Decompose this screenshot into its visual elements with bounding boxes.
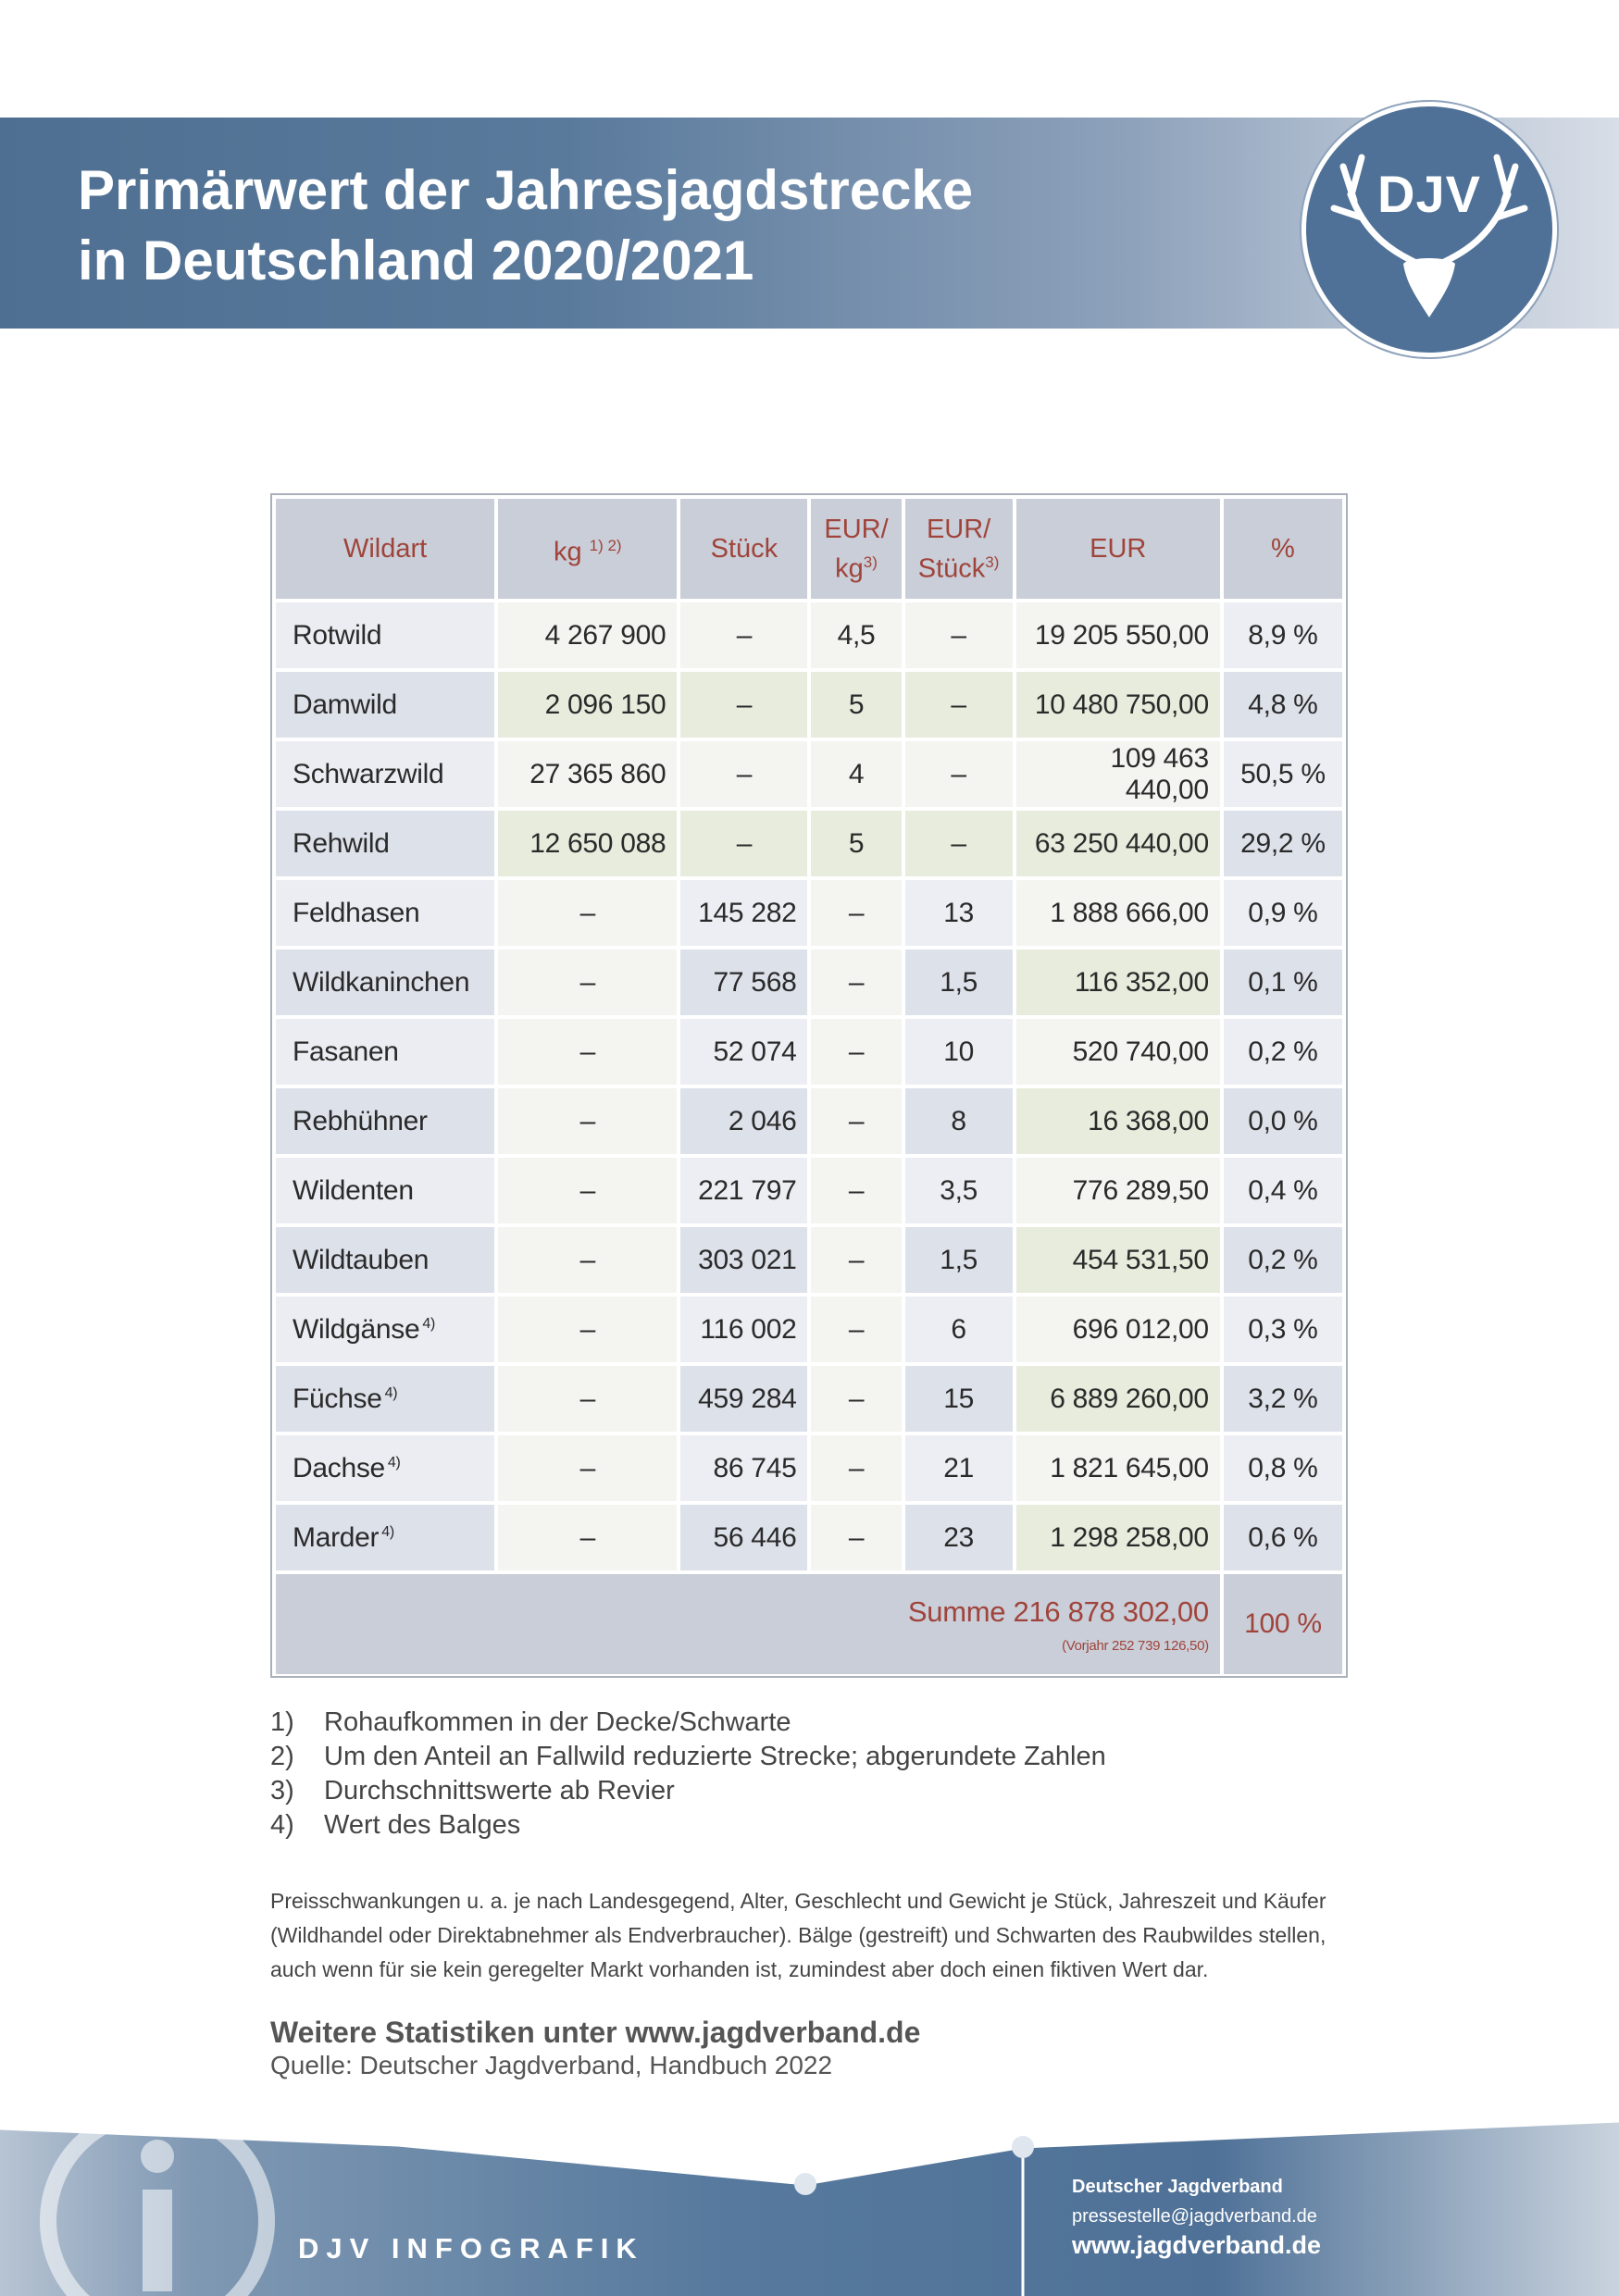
cell-kg: – <box>498 1088 677 1154</box>
cell-pct: 0,3 % <box>1224 1297 1342 1362</box>
cell-eur: 776 289,50 <box>1016 1158 1220 1223</box>
footnote: 4) Wert des Balges <box>270 1810 521 1840</box>
cell-eur-stueck: – <box>905 811 1013 876</box>
table-row <box>276 672 1342 738</box>
cell-wildart: Wildgänse $^{4)}$ <box>276 1297 494 1362</box>
cell-eur-stueck: 23 <box>905 1505 1013 1570</box>
cell-eur-kg: 5 <box>811 672 901 738</box>
cell-eur-kg: – <box>811 1435 901 1501</box>
cell-wildart: Rehwild <box>276 811 494 876</box>
cell-eur-stueck: 8 <box>905 1088 1013 1154</box>
djv-logo <box>1301 102 1557 357</box>
sum-row <box>276 1574 1342 1674</box>
cell-eur-kg: 4,5 <box>811 602 901 668</box>
cell-eur-kg: – <box>811 1297 901 1362</box>
footnotes <box>270 1706 1381 1843</box>
source-line: Quelle: Deutscher Jagdverband, Handbuch 2022 <box>270 2051 833 2079</box>
cell-eur-kg: – <box>811 1505 901 1570</box>
cell-stueck: 52 074 <box>680 1019 807 1085</box>
footnote: 3) Durchschnittswerte ab Revier <box>270 1776 675 1806</box>
title-line-2: in Deutschland 2020/2021 <box>78 230 754 292</box>
col-header-eur-kg: EUR/ $kg^{3)}$ <box>811 499 901 599</box>
price-note <box>270 1884 1353 1987</box>
cell-pct: 0,2 % <box>1224 1227 1342 1293</box>
sum-previous-year: (Vorjahr 252 739 126,50) <box>1062 1637 1209 1654</box>
cell-eur: 116 352,00 <box>1016 949 1220 1015</box>
cell-stueck: 86 745 <box>680 1435 807 1501</box>
cell-wildart: Dachse $^{4)}$ <box>276 1435 494 1501</box>
cell-wildart: Wildtauben <box>276 1227 494 1293</box>
cell-stueck: 77 568 <box>680 949 807 1015</box>
cell-kg: – <box>498 1227 677 1293</box>
cell-wildart: Damwild <box>276 672 494 738</box>
cell-wildart: Wildkaninchen <box>276 949 494 1015</box>
cell-eur-stueck: – <box>905 741 1013 807</box>
table-row <box>276 1505 1342 1570</box>
price-note-line: (Wildhandel oder Direktabnehmer als Endverbraucher). Bälge (gestreift) und Schwarten des Raubwildes stellen, <box>270 1923 1326 1947</box>
cell-kg: – <box>498 1435 677 1501</box>
table-row <box>276 1019 1342 1085</box>
cell-stueck: 116 002 <box>680 1297 807 1362</box>
cell-kg: – <box>498 1019 677 1085</box>
cell-pct: 0,9 % <box>1224 880 1342 946</box>
cell-stueck: – <box>680 602 807 668</box>
price-note-line: auch wenn für sie kein geregelter Markt vorhanden ist, zumindest aber doch einen fiktiven Wert dar. <box>270 1957 1209 1981</box>
title-line-1: Primärwert der Jahresjagdstrecke <box>78 159 974 221</box>
cell-kg: 2 096 150 <box>498 672 677 738</box>
cell-eur: 10 480 750,00 <box>1016 672 1220 738</box>
table-header-row <box>276 499 1342 599</box>
cell-wildart: Rebhühner <box>276 1088 494 1154</box>
cell-eur-stueck: – <box>905 672 1013 738</box>
cell-kg: 27 365 860 <box>498 741 677 807</box>
cell-eur: 6 889 260,00 <box>1016 1366 1220 1432</box>
footnote: 1) Rohaufkommen in der Decke/Schwarte <box>270 1707 791 1737</box>
cell-eur-kg: – <box>811 1227 901 1293</box>
logo-text: DJV <box>1377 165 1481 223</box>
col-header-pct: % <box>1224 499 1342 599</box>
footer-label: DJV INFOGRAFIK <box>298 2232 644 2265</box>
cell-kg: – <box>498 1505 677 1570</box>
table-row <box>276 741 1342 807</box>
cell-pct: 29,2 % <box>1224 811 1342 876</box>
col-header-stueck: Stück <box>680 499 807 599</box>
cell-pct: 0,4 % <box>1224 1158 1342 1223</box>
sum-percent: 100 % <box>1224 1574 1342 1674</box>
cell-eur-stueck: 6 <box>905 1297 1013 1362</box>
cell-kg: 12 650 088 <box>498 811 677 876</box>
col-header-eur: EUR <box>1016 499 1220 599</box>
contact-block <box>1072 2177 1321 2260</box>
cell-pct: 4,8 % <box>1224 672 1342 738</box>
cell-pct: 50,5 % <box>1224 741 1342 807</box>
cell-kg: – <box>498 1297 677 1362</box>
cell-kg: – <box>498 1158 677 1223</box>
price-note-line: Preisschwankungen u. a. je nach Landesgegend, Alter, Geschlecht und Gewicht je Stück, Jahreszeit und Käufer <box>270 1889 1326 1913</box>
cell-eur-stueck: 1,5 <box>905 1227 1013 1293</box>
table-row <box>276 811 1342 876</box>
cell-kg: – <box>498 949 677 1015</box>
value-table <box>270 493 1348 1678</box>
cell-wildart: Schwarzwild <box>276 741 494 807</box>
col-header-wildart: Wildart <box>276 499 494 599</box>
cell-pct: 8,9 % <box>1224 602 1342 668</box>
cell-eur: 19 205 550,00 <box>1016 602 1220 668</box>
cell-eur-stueck: 3,5 <box>905 1158 1013 1223</box>
cell-kg: 4 267 900 <box>498 602 677 668</box>
sum-total: Summe 216 878 302,00 <box>907 1595 1209 1628</box>
cell-eur-kg: – <box>811 1158 901 1223</box>
cell-wildart: Feldhasen <box>276 880 494 946</box>
cell-stueck: 303 021 <box>680 1227 807 1293</box>
cell-eur-stueck: 10 <box>905 1019 1013 1085</box>
cell-eur-kg: – <box>811 1366 901 1432</box>
cell-eur: 63 250 440,00 <box>1016 811 1220 876</box>
table-row <box>276 602 1342 668</box>
antler-icon <box>1306 106 1552 353</box>
col-header-eur-stueck: EUR/ Stück$^{3)}$ <box>905 499 1013 599</box>
cell-wildart: Marder $^{4)}$ <box>276 1505 494 1570</box>
cell-stueck: 145 282 <box>680 880 807 946</box>
cell-pct: 3,2 % <box>1224 1366 1342 1432</box>
cell-eur: 1 298 258,00 <box>1016 1505 1220 1570</box>
cell-stueck: 56 446 <box>680 1505 807 1570</box>
cell-eur-kg: 4 <box>811 741 901 807</box>
cell-pct: 0,2 % <box>1224 1019 1342 1085</box>
cell-wildart: Fasanen <box>276 1019 494 1085</box>
cell-eur: 109 463 440,00 <box>1016 741 1220 807</box>
cell-eur: 16 368,00 <box>1016 1088 1220 1154</box>
table-row <box>276 1227 1342 1293</box>
cell-eur: 1 821 645,00 <box>1016 1435 1220 1501</box>
more-stats-link[interactable]: Weitere Statistiken unter www.jagdverband.de <box>270 2016 921 2049</box>
cell-stueck: 459 284 <box>680 1366 807 1432</box>
cell-pct: 0,6 % <box>1224 1505 1342 1570</box>
cell-wildart: Wildenten <box>276 1158 494 1223</box>
cell-eur-kg: 5 <box>811 811 901 876</box>
page-title <box>78 155 1281 296</box>
table-row <box>276 949 1342 1015</box>
cell-eur-stueck: 15 <box>905 1366 1013 1432</box>
cell-eur-stueck: 1,5 <box>905 949 1013 1015</box>
cell-eur-stueck: 21 <box>905 1435 1013 1501</box>
table-row <box>276 1435 1342 1501</box>
cell-eur: 696 012,00 <box>1016 1297 1220 1362</box>
cell-stueck: 2 046 <box>680 1088 807 1154</box>
table-row <box>276 880 1342 946</box>
cell-stueck: – <box>680 672 807 738</box>
contact-website[interactable]: www.jagdverband.de <box>1072 2231 1322 2259</box>
cell-wildart: Füchse $^{4)}$ <box>276 1366 494 1432</box>
cell-kg: – <box>498 1366 677 1432</box>
cell-eur: 1 888 666,00 <box>1016 880 1220 946</box>
footer-band <box>0 2108 1619 2296</box>
cell-stueck: 221 797 <box>680 1158 807 1223</box>
table-row <box>276 1297 1342 1362</box>
cell-pct: 0,0 % <box>1224 1088 1342 1154</box>
cell-eur: 520 740,00 <box>1016 1019 1220 1085</box>
table-row <box>276 1088 1342 1154</box>
cell-eur-kg: – <box>811 1088 901 1154</box>
cell-pct: 0,1 % <box>1224 949 1342 1015</box>
cell-eur-kg: – <box>811 1019 901 1085</box>
cell-eur-stueck: 13 <box>905 880 1013 946</box>
table-row <box>276 1366 1342 1432</box>
cell-kg: – <box>498 880 677 946</box>
cell-eur: 454 531,50 <box>1016 1227 1220 1293</box>
cell-wildart: Rotwild <box>276 602 494 668</box>
contact-org: Deutscher Jagdverband <box>1072 2177 1283 2197</box>
cell-eur-kg: – <box>811 880 901 946</box>
cell-stueck: – <box>680 811 807 876</box>
col-header-kg: kg $^{1) 2)}$ <box>498 499 677 599</box>
cell-pct: 0,8 % <box>1224 1435 1342 1501</box>
contact-email[interactable]: pressestelle@jagdverband.de <box>1072 2206 1317 2227</box>
cell-eur-stueck: – <box>905 602 1013 668</box>
cell-eur-kg: – <box>811 949 901 1015</box>
cell-stueck: – <box>680 741 807 807</box>
table-row <box>276 1158 1342 1223</box>
footnote: 2) Um den Anteil an Fallwild reduzierte Strecke; abgerundete Zahlen <box>270 1742 1106 1771</box>
